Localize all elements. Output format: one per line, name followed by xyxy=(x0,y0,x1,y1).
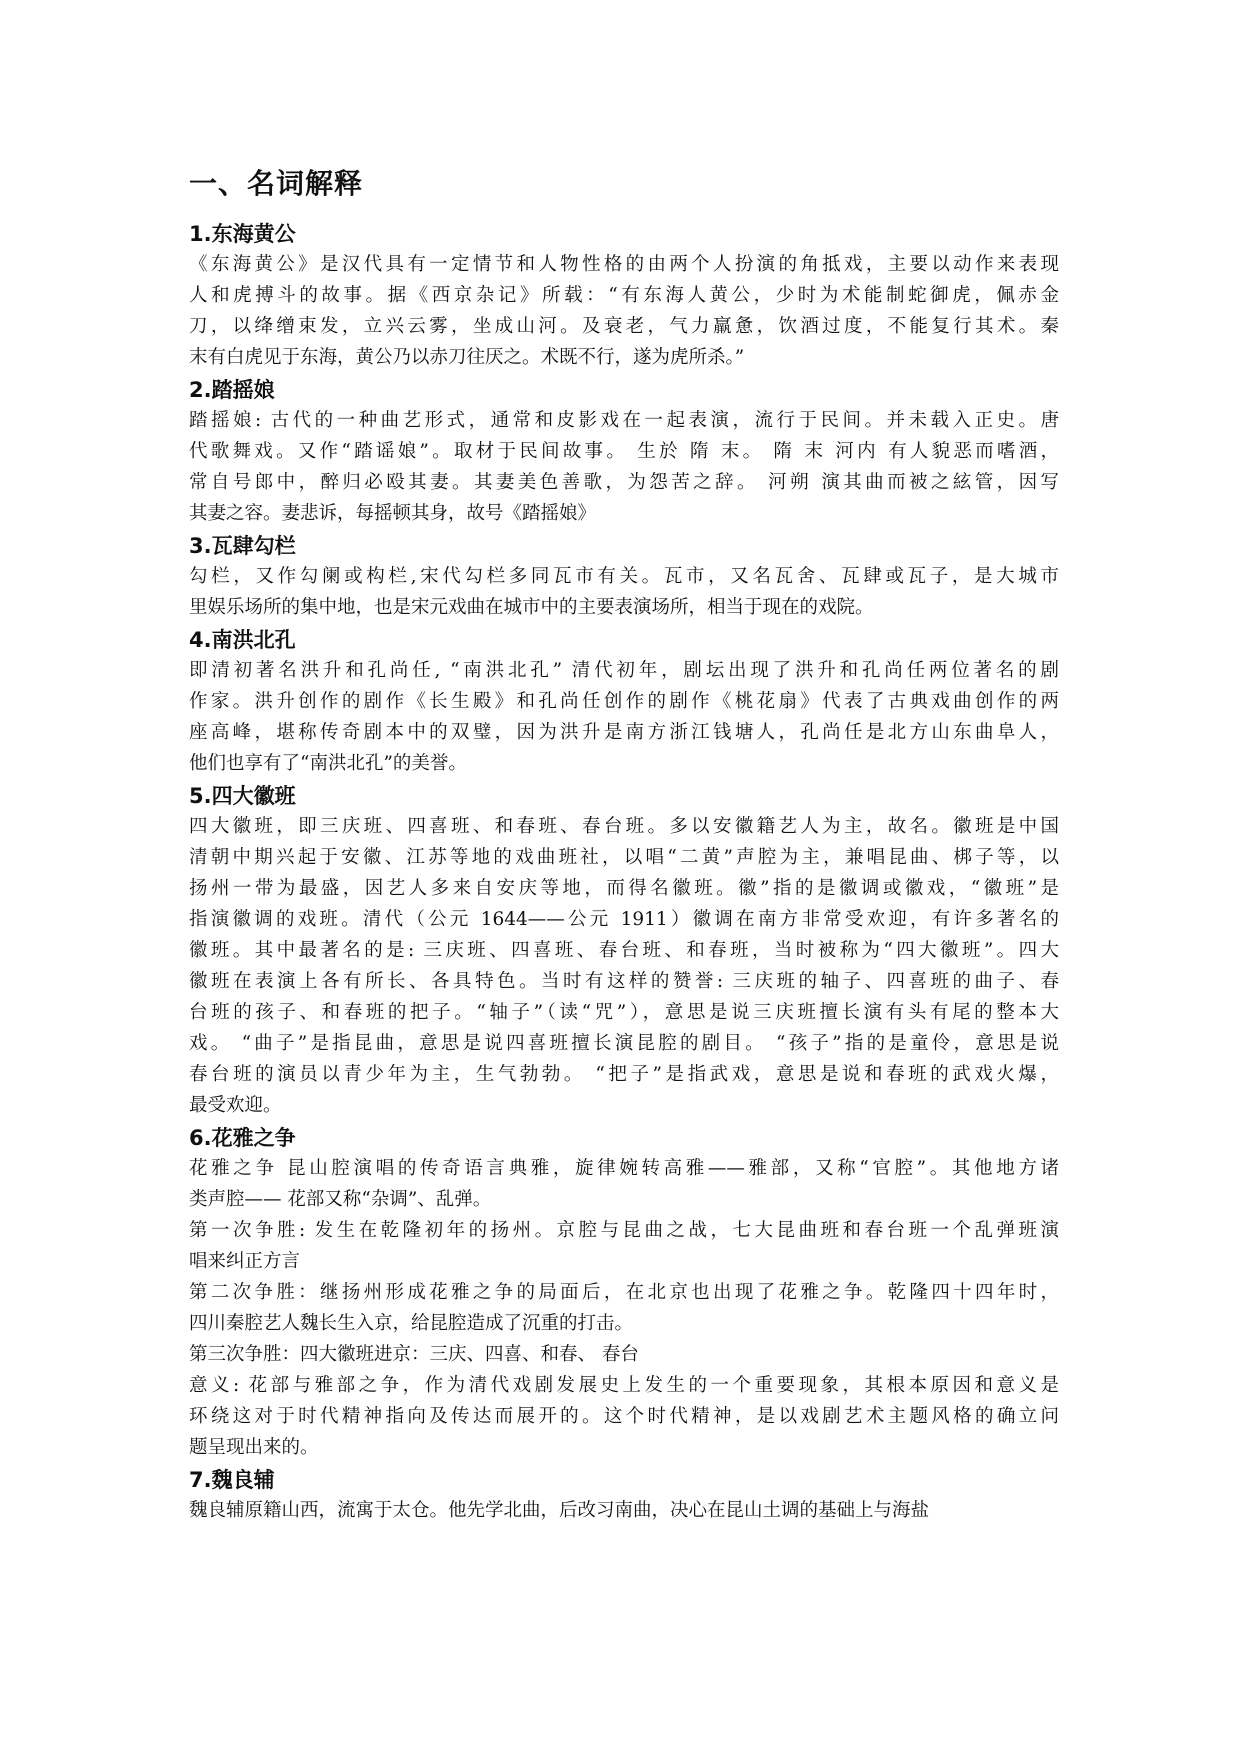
term-title: 7.魏良辅 xyxy=(189,1468,275,1492)
text-line: 里娱乐场所的集中地，也是宋元戏曲在城市中的主要表演场所，相当于现在的戏院。 xyxy=(189,597,874,618)
text-line: 指演徽调的戏班。清代（公元 1644——公元 1911）徽调在南方非常受欢迎，有许多著名的 xyxy=(189,909,1059,930)
text-line: 戏。 “曲子”是指昆曲，意思是说四喜班擅长演昆腔的剧目。 “孩子”指的是童伶，意思是说 xyxy=(189,1033,1059,1054)
term-paragraph xyxy=(189,811,1059,1121)
text-line: 常自号郎中，醉归必殴其妻。其妻美色善歌，为怨苦之辞。 河朔 演其曲而被之絃管，因写 xyxy=(189,472,1059,493)
term-paragraph xyxy=(189,1370,1059,1463)
text-line: 四大徽班，即三庆班、四喜班、和春班、春台班。多以安徽籍艺人为主，故名。徽班是中国 xyxy=(189,816,1059,837)
term-title: 4.南洪北孔 xyxy=(189,628,296,652)
text-line: 花雅之争 昆山腔演唱的传奇语言典雅，旋律婉转高雅——雅部，又称“官腔”。其他地方诸 xyxy=(189,1158,1059,1179)
text-line: 意义: 花部与雅部之争，作为清代戏剧发展史上发生的一个重要现象，其根本原因和意义是 xyxy=(189,1375,1059,1396)
text-line: 第二次争胜：继扬州形成花雅之争的局面后，在北京也出现了花雅之争。乾隆四十四年时， xyxy=(189,1282,1059,1303)
text-line: 他们也享有了“南洪北孔”的美誉。 xyxy=(189,753,467,774)
text-line: 四川秦腔艺人魏长生入京，给昆腔造成了沉重的打击。 xyxy=(189,1313,634,1334)
term-paragraph xyxy=(189,1153,1059,1215)
term-entry xyxy=(189,219,1059,373)
text-line: 扬州一带为最盛，因艺人多来自安庆等地，而得名徽班。徽”指的是徽调或徽戏，“徽班”是 xyxy=(189,878,1059,899)
text-line: 类声腔—— 花部又称“杂调”、乱弹。 xyxy=(189,1189,492,1210)
text-line: 即清初著名洪升和孔尚任, “南洪北孔” 清代初年，剧坛出现了洪升和孔尚任两位著名的剧 xyxy=(189,660,1059,681)
term-entry xyxy=(189,375,1059,529)
term-paragraph xyxy=(189,249,1059,373)
text-line: 第三次争胜：四大徽班进京：三庆、四喜、和春、 春台 xyxy=(189,1344,639,1365)
text-line: 刀，以绛缯束发，立兴云雾，坐成山河。及衰老，气力羸惫，饮酒过度，不能复行其术。秦 xyxy=(189,316,1059,337)
term-paragraph xyxy=(189,405,1059,529)
term-paragraph xyxy=(189,561,1059,623)
text-line: 台班的孩子、和春班的把子。“轴子”（读“咒”），意思是说三庆班擅长演有头有尾的整本大 xyxy=(189,1002,1059,1023)
term-title: 2.踏摇娘 xyxy=(189,378,275,402)
term-paragraph xyxy=(189,1339,1059,1370)
term-title: 3.瓦肆勾栏 xyxy=(189,534,296,558)
text-line: 唱来纠正方言 xyxy=(189,1251,301,1272)
text-line: 环绕这对于时代精神指向及传达而展开的。这个时代精神，是以戏剧艺术主题风格的确立问 xyxy=(189,1406,1059,1427)
text-line: 《东海黄公》是汉代具有一定情节和人物性格的由两个人扮演的角抵戏，主要以动作来表现 xyxy=(189,254,1059,275)
term-entry xyxy=(189,625,1059,779)
text-line: 徽班在表演上各有所长、各具特色。当时有这样的赞誉: 三庆班的轴子、四喜班的曲子、春 xyxy=(189,971,1059,992)
text-line: 徽班。其中最著名的是: 三庆班、四喜班、春台班、和春班，当时被称为“四大徽班”。四大 xyxy=(189,940,1059,961)
text-line: 代歌舞戏。又作“踏谣娘”。取材于民间故事。 生於 隋 末。 隋 末 河内 有人貌恶而嗜酒， xyxy=(189,441,1059,462)
text-line: 勾栏，又作勾阑或构栏,宋代勾栏多同瓦市有关。瓦市，又名瓦舍、瓦肆或瓦子，是大城市 xyxy=(189,566,1059,587)
term-paragraph xyxy=(189,655,1059,779)
text-line: 第一次争胜: 发生在乾隆初年的扬州。京腔与昆曲之战，七大昆曲班和春台班一个乱弹班演 xyxy=(189,1220,1059,1241)
text-line: 其妻之容。妻悲诉，每摇顿其身，故号《踏摇娘》 xyxy=(189,503,597,524)
term-paragraph xyxy=(189,1215,1059,1277)
term-paragraph xyxy=(189,1277,1059,1339)
text-line: 末有白虎见于东海，黄公乃以赤刀往厌之。术既不行，遂为虎所杀。” xyxy=(189,347,745,368)
term-entry xyxy=(189,1123,1059,1463)
text-line: 题呈现出来的。 xyxy=(189,1437,319,1458)
text-line: 最受欢迎。 xyxy=(189,1095,282,1116)
entry-list xyxy=(189,219,1059,1526)
document-page xyxy=(189,164,1059,1528)
term-title: 5.四大徽班 xyxy=(189,784,296,808)
text-line: 清朝中期兴起于安徽、江苏等地的戏曲班社，以唱“二黄”声腔为主，兼唱昆曲、梆子等，以 xyxy=(189,847,1059,868)
term-title: 1.东海黄公 xyxy=(189,222,296,246)
text-line: 作家。洪升创作的剧作《长生殿》和孔尚任创作的剧作《桃花扇》代表了古典戏曲创作的两 xyxy=(189,691,1059,712)
term-entry xyxy=(189,1465,1059,1526)
text-line: 魏良辅原籍山西，流寓于太仓。他先学北曲，后改习南曲，决心在昆山土调的基础上与海盐 xyxy=(189,1500,930,1521)
term-entry xyxy=(189,531,1059,623)
text-line: 人和虎搏斗的故事。据《西京杂记》所载：“有东海人黄公，少时为术能制蛇御虎，佩赤金 xyxy=(189,285,1059,306)
text-line: 春台班的演员以青少年为主，生气勃勃。 “把子”是指武戏，意思是说和春班的武戏火爆， xyxy=(189,1064,1059,1085)
text-line: 踏摇娘: 古代的一种曲艺形式，通常和皮影戏在一起表演，流行于民间。并未载入正史。唐 xyxy=(189,410,1059,431)
term-paragraph xyxy=(189,1495,1059,1526)
section-heading: 一、名词解释 xyxy=(189,167,364,200)
term-entry xyxy=(189,781,1059,1121)
text-line: 座高峰，堪称传奇剧本中的双璧，因为洪升是南方浙江钱塘人，孔尚任是北方山东曲阜人， xyxy=(189,722,1059,743)
term-title: 6.花雅之争 xyxy=(189,1126,296,1150)
